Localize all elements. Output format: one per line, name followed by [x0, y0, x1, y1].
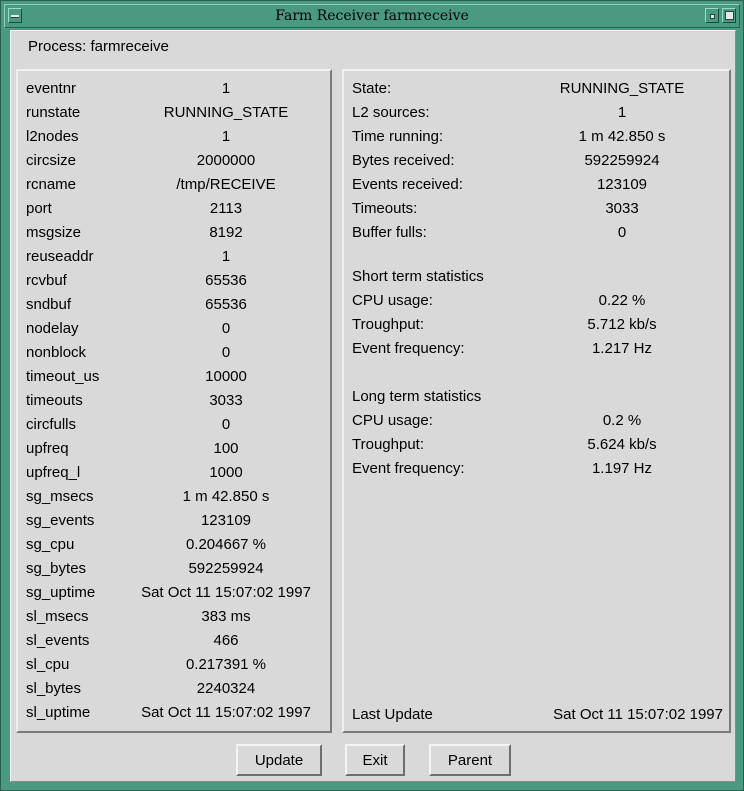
parameter-label: Buffer fulls:: [352, 224, 427, 241]
parameter-row: [26, 557, 324, 581]
parameter-label: circsize: [26, 152, 77, 169]
parameter-label: l2nodes: [26, 128, 79, 145]
maximize-icon[interactable]: [722, 8, 736, 23]
parameter-row: [26, 389, 324, 413]
parameter-value: 383 ms: [201, 608, 251, 625]
parameter-row: [26, 365, 324, 389]
short-term-heading: Short term statistics: [352, 268, 484, 285]
parameter-row: [26, 677, 324, 701]
parameter-label: sl_events: [26, 632, 90, 649]
parameter-value: 1: [617, 104, 627, 121]
parameter-row: [26, 341, 324, 365]
parameter-value: 123109: [596, 176, 648, 193]
parameter-value: 2000000: [196, 152, 256, 169]
parameter-label: Time running:: [352, 128, 444, 145]
parameter-row: [26, 581, 324, 605]
parameter-value: Sat Oct 11 15:07:02 1997: [141, 584, 311, 601]
minimize-icon[interactable]: [705, 8, 719, 23]
parameter-row: [26, 149, 324, 173]
parameter-value: 5.712 kb/s: [587, 316, 657, 333]
parameter-value: RUNNING_STATE: [163, 104, 289, 121]
parameter-row: [352, 125, 723, 149]
parameter-value: 1: [221, 80, 231, 97]
parameter-label: CPU usage:: [352, 412, 433, 429]
parameter-row: [26, 437, 324, 461]
parameter-row: [352, 101, 723, 125]
parameter-value: 65536: [205, 296, 247, 313]
parameter-value: 8192: [209, 224, 243, 241]
parameter-value: 1.217 Hz: [591, 340, 653, 357]
parameters-panel: [16, 69, 332, 733]
parameter-label: State:: [352, 80, 392, 97]
parameter-row: [26, 269, 324, 293]
parameter-value: 100: [213, 440, 239, 457]
parameter-label: Bytes received:: [352, 152, 455, 169]
parameter-value: /tmp/RECEIVE: [176, 176, 276, 193]
parameter-row: [26, 653, 324, 677]
parameter-row: [352, 313, 723, 337]
exit-button[interactable]: Exit: [345, 744, 405, 776]
parameter-row: [26, 605, 324, 629]
parameter-value: 65536: [205, 272, 247, 289]
parameter-row: [26, 197, 324, 221]
parameter-value: 1: [221, 128, 231, 145]
parameter-value: 2113: [209, 200, 243, 217]
parameter-label: nonblock: [26, 344, 87, 361]
parameter-row: [26, 485, 324, 509]
parameter-row: [26, 101, 324, 125]
parameter-value: 1000: [209, 464, 243, 481]
parameter-row: [26, 461, 324, 485]
parameter-value: 1: [221, 248, 231, 265]
parameter-value: 3033: [605, 200, 639, 217]
parameter-value: 3033: [209, 392, 243, 409]
window-title: Farm Receiver farmreceive: [275, 8, 469, 24]
title-bar[interactable]: [4, 4, 740, 28]
parameter-label: runstate: [26, 104, 81, 121]
parameter-row: [26, 509, 324, 533]
parameter-row: [352, 173, 723, 197]
parameter-row: [26, 221, 324, 245]
parameter-label: Events received:: [352, 176, 463, 193]
parameter-value: 0.2 %: [602, 412, 642, 429]
parameter-value: 5.624 kb/s: [587, 436, 657, 453]
parameter-value: 2240324: [196, 680, 256, 697]
parameter-row: [26, 173, 324, 197]
parameter-row: [26, 125, 324, 149]
parameter-value: RUNNING_STATE: [559, 80, 685, 97]
parameter-row: [352, 221, 723, 245]
long-term-heading: Long term statistics: [352, 388, 482, 405]
parameter-label: sg_msecs: [26, 488, 94, 505]
parameter-row: [26, 533, 324, 557]
parameter-label: circfulls: [26, 416, 77, 433]
parameter-label: sl_uptime: [26, 704, 91, 721]
parameter-label: sg_events: [26, 512, 95, 529]
process-label: Process: farmreceive: [28, 38, 169, 55]
parameter-label: upfreq: [26, 440, 69, 457]
parameter-value: 0: [617, 224, 627, 241]
parameter-label: L2 sources:: [352, 104, 430, 121]
update-button[interactable]: Update: [236, 744, 322, 776]
parameter-label: Troughput:: [352, 436, 424, 453]
parameter-label: reuseaddr: [26, 248, 94, 265]
parameter-value: 1 m 42.850 s: [578, 128, 666, 145]
parameter-label: port: [26, 200, 52, 217]
parameter-value: 0.22 %: [598, 292, 646, 309]
parameter-row: [352, 197, 723, 221]
parameter-row: [352, 409, 723, 433]
parameter-value: 592259924: [584, 152, 660, 169]
parameter-value: 123109: [200, 512, 252, 529]
parameter-label: upfreq_l: [26, 464, 81, 481]
parameter-row: [352, 457, 723, 481]
parameter-value: 1.197 Hz: [591, 460, 653, 477]
last-update-row: [352, 703, 723, 727]
parameter-value: 0.204667 %: [185, 536, 267, 553]
parameter-label: msgsize: [26, 224, 82, 241]
parameter-value: 0: [221, 344, 231, 361]
parameter-label: sl_bytes: [26, 680, 82, 697]
parameter-label: Event frequency:: [352, 460, 465, 477]
parameter-label: sg_cpu: [26, 536, 75, 553]
parameter-value: 1 m 42.850 s: [182, 488, 270, 505]
parameter-label: Timeouts:: [352, 200, 418, 217]
parameter-row: [26, 77, 324, 101]
parameter-label: timeouts: [26, 392, 83, 409]
parameter-label: eventnr: [26, 80, 77, 97]
parameter-label: timeout_us: [26, 368, 100, 385]
parameter-label: sl_cpu: [26, 656, 70, 673]
parameter-value: Sat Oct 11 15:07:02 1997: [141, 704, 311, 721]
parameter-value: 10000: [205, 368, 247, 385]
parameter-row: [26, 413, 324, 437]
parameter-row: [352, 433, 723, 457]
parameter-value: 592259924: [188, 560, 264, 577]
parameter-row: [352, 289, 723, 313]
parameter-label: sg_uptime: [26, 584, 96, 601]
client-area: [10, 30, 736, 782]
parameter-label: sl_msecs: [26, 608, 89, 625]
parameter-label: Event frequency:: [352, 340, 465, 357]
parameter-row: [26, 245, 324, 269]
parameter-label: nodelay: [26, 320, 79, 337]
parameter-row: [26, 629, 324, 653]
parent-button[interactable]: Parent: [429, 744, 511, 776]
parameter-value: 0: [221, 416, 231, 433]
parameter-label: rcvbuf: [26, 272, 67, 289]
parameter-row: [26, 293, 324, 317]
parameter-row: [26, 701, 324, 725]
parameter-label: sndbuf: [26, 296, 72, 313]
parameter-label: sg_bytes: [26, 560, 87, 577]
parameter-row: [352, 337, 723, 361]
parameter-value: 0: [221, 320, 231, 337]
last-update-label: Last Update: [352, 706, 433, 723]
parameter-value: 0.217391 %: [185, 656, 267, 673]
statistics-panel: [342, 69, 731, 733]
parameter-row: [352, 149, 723, 173]
parameter-label: rcname: [26, 176, 77, 193]
parameter-value: 466: [213, 632, 239, 649]
parameter-row: [352, 77, 723, 101]
parameter-row: [26, 317, 324, 341]
parameter-label: Troughput:: [352, 316, 424, 333]
parameter-label: CPU usage:: [352, 292, 433, 309]
last-update-value: Sat Oct 11 15:07:02 1997: [553, 706, 723, 723]
